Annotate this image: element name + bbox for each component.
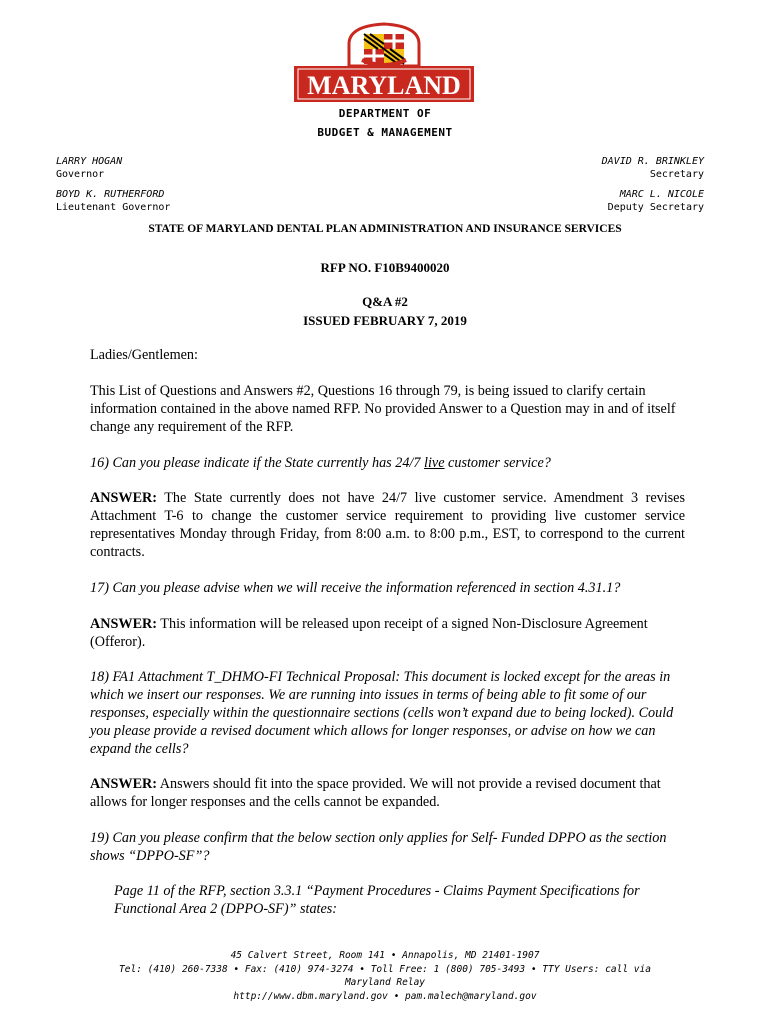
- footer-website[interactable]: http://www.dbm.maryland.gov • pam.malech@maryland.gov: [233, 991, 537, 1002]
- maryland-logo: [292, 22, 476, 104]
- question-19-quote: Page 11 of the RFP, section 3.3.1 “Payment Procedures - Claims Payment Specifications for Functional Area 2 (DPPO-SF)” states:: [114, 883, 640, 917]
- secretary-title: Secretary: [649, 169, 704, 180]
- salutation: Ladies/Gentlemen:: [90, 347, 198, 363]
- answer-label: ANSWER:: [90, 490, 158, 506]
- question-16: [90, 454, 685, 472]
- department-line1: DEPARTMENT OF: [338, 107, 432, 120]
- answer-17: [90, 615, 685, 651]
- official-governor: [56, 155, 122, 181]
- governor-title: Governor: [56, 169, 105, 180]
- department-line2: BUDGET & MANAGEMENT: [317, 126, 453, 139]
- secretary-name: DAVID R. BRINKLEY: [601, 156, 704, 167]
- answer-label: ANSWER:: [90, 616, 158, 632]
- footer-address: 45 Calvert Street, Room 141 • Annapolis, MD 21401-1907: [230, 950, 540, 961]
- answer-18: [90, 775, 685, 811]
- lt-governor-name: BOYD K. RUTHERFORD: [56, 189, 165, 200]
- question-16-text: 16) Can you please indicate if the State currently has 24/7: [90, 455, 425, 471]
- question-16-underline: live: [424, 455, 445, 471]
- answer-18-text: Answers should fit into the space provided. We will not provide a revised document that allows for longer responses and the cells cannot be expanded.: [90, 776, 661, 810]
- qa-title: Q&A #2: [362, 294, 408, 309]
- question-17: 17) Can you please advise when we will receive the information referenced in section 4.31.1?: [90, 580, 621, 596]
- official-deputy-secretary: [608, 188, 704, 214]
- question-19: 19) Can you please confirm that the below section only applies for Self- Funded DPPO as the section shows “DPPO-SF”?: [90, 830, 667, 864]
- intro-paragraph: This List of Questions and Answers #2, Questions 16 through 79, is being issued to clarify certain information contained in the above named RFP. No provided Answer to a Question may in and of itself change any requirement of the RFP.: [90, 383, 676, 435]
- question-18: 18) FA1 Attachment T_DHMO-FI Technical Proposal: This document is locked except for the areas in which we insert our responses. We are running into issues in terms of being able to fit some of our responses, especially within the questionnaire sections (cells won’t expand due to being locked). Could you please provide a revised document which allows for longer responses, or advise on how we can expand the cells?: [90, 669, 674, 757]
- document-heading: STATE OF MARYLAND DENTAL PLAN ADMINISTRATION AND INSURANCE SERVICES: [148, 223, 622, 235]
- answer-16: [90, 489, 685, 561]
- footer-contact: Tel: (410) 260-7338 • Fax: (410) 974-3274 • Toll Free: 1 (800) 705-3493 • TTY Users: call via Maryland Relay: [119, 964, 651, 988]
- deputy-secretary-title: Deputy Secretary: [607, 202, 704, 213]
- deputy-secretary-name: MARC L. NICOLE: [619, 189, 704, 200]
- answer-16-text: The State currently does not have 24/7 live customer service. Amendment 3 revises Attachment T-6 to change the customer service requirement to providing live customer service representatives Monday through Friday, from 8:00 a.m. to 8:00 p.m., EST, to correspond to the current contracts.: [90, 490, 685, 560]
- issued-date: ISSUED FEBRUARY 7, 2019: [303, 313, 467, 328]
- governor-name: LARRY HOGAN: [56, 156, 123, 167]
- logo-text: MARYLAND: [307, 71, 461, 100]
- answer-label: ANSWER:: [90, 776, 158, 792]
- official-lieutenant-governor: [56, 188, 170, 214]
- rfp-number: RFP NO. F10B9400020: [320, 260, 450, 275]
- question-16-text-end: customer service?: [444, 455, 551, 471]
- official-secretary: [602, 155, 704, 181]
- lt-governor-title: Lieutenant Governor: [56, 202, 171, 213]
- answer-17-text: This information will be released upon receipt of a signed Non-Disclosure Agreement (Offeror).: [90, 616, 648, 650]
